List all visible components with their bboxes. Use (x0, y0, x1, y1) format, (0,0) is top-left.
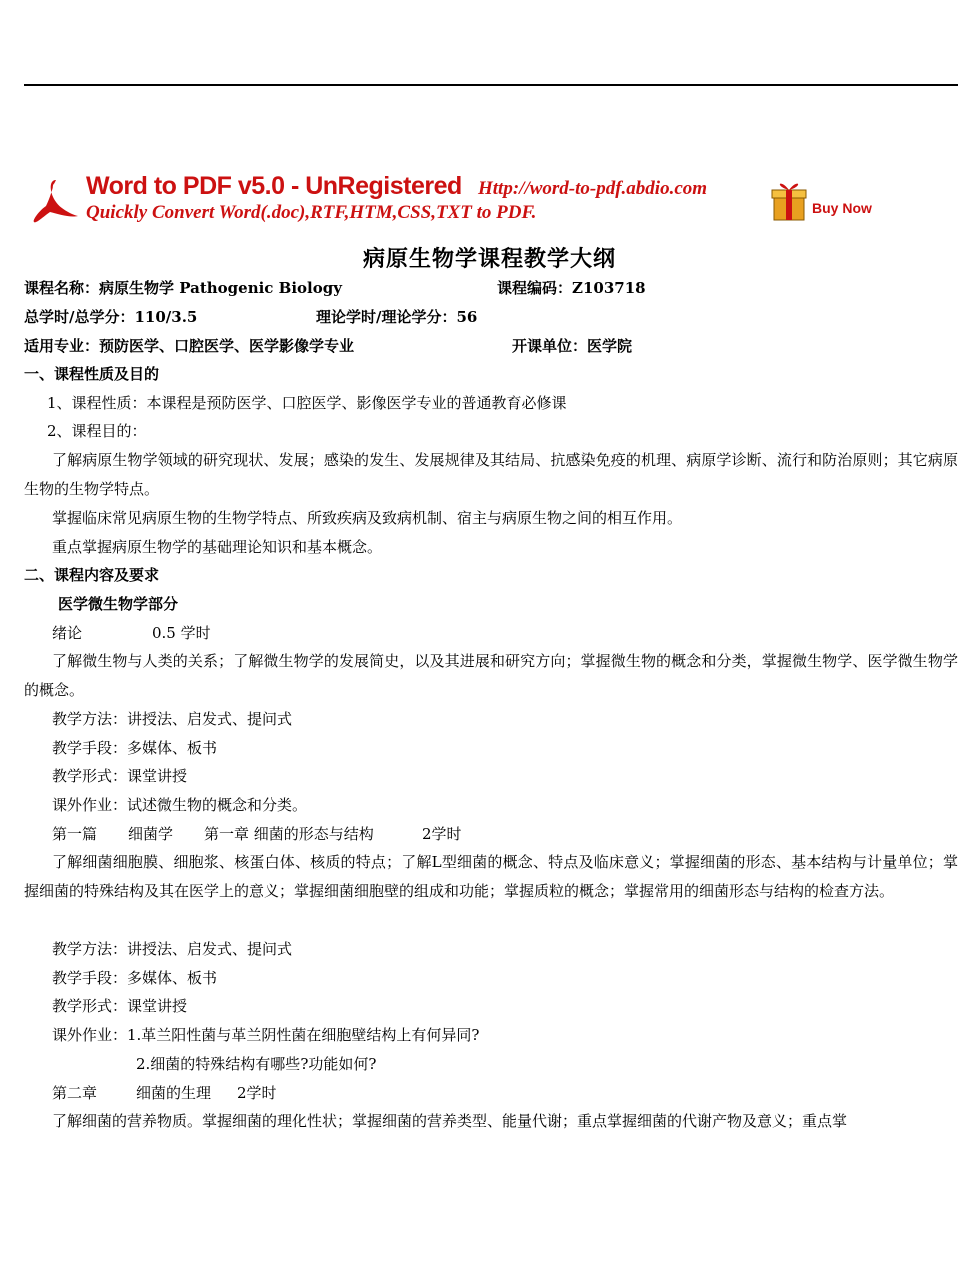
document-title: 病原生物学课程教学大纲 (362, 246, 616, 272)
section-heading: 二、课程内容及要求 (24, 566, 160, 584)
paragraph: 了解细菌细胞膜、细胞浆、核蛋白体、核质的特点；了解L型细菌的概念、特点及临床意义；掌握细菌的形态、基本结构与计量单位；掌握细菌的特殊结构及其在医学上的意义；掌握细菌细胞壁的组成和功能；掌握质粒的概念；掌握常用的细菌形态与结构的检查方法。 (24, 853, 958, 900)
paragraph: 重点掌握病原生物学的基础理论知识和基本概念。 (52, 538, 383, 556)
chapter-title: 绪论 (52, 624, 83, 642)
banner-tagline: Quickly Convert Word(.doc),RTF,HTM,CSS,TXT to PDF. (86, 202, 537, 223)
chapter-hours: 2学时 (422, 825, 462, 843)
part-name: 细菌学 (128, 825, 174, 843)
chapter-hours: 0.5 学时 (152, 624, 211, 642)
chapter-title: 第一章 细菌的形态与结构 (204, 825, 374, 843)
sec1-item: 2、课程目的： (47, 422, 147, 440)
watermark-banner[interactable] (30, 172, 880, 228)
paragraph: 掌握临床常见病原生物的生物学特点、所致疾病及致病机制、宿主与病原生物之间的相互作用。 (52, 509, 683, 527)
chapter-name: 细菌的生理 (136, 1084, 212, 1102)
banner-url-link[interactable]: Http://word-to-pdf.abdio.com (478, 178, 708, 199)
course-name: 课程名称：病原生物学 Pathogenic Biology (24, 279, 342, 297)
teaching-method: 教学方法：讲授法、启发式、提问式 (52, 710, 293, 728)
course-code: 课程编码：Z103718 (497, 279, 646, 297)
gift-box-icon (770, 178, 808, 222)
teaching-form: 教学形式：课堂讲授 (52, 997, 188, 1015)
paragraph: 了解细菌的营养物质。掌握细菌的理化性状；掌握细菌的营养类型、能量代谢；重点掌握细菌的代谢产物及意义；重点掌 (52, 1112, 848, 1130)
teaching-means: 教学手段：多媒体、板书 (52, 739, 218, 757)
offering-unit: 开课单位：医学院 (512, 337, 633, 355)
total-hours: 总学时/总学分：110/3.5 (24, 308, 198, 326)
sec1-item: 1、课程性质：本课程是预防医学、口腔医学、影像医学专业的普通教育必修课 (47, 394, 567, 412)
homework: 2.细菌的特殊结构有哪些?功能如何? (136, 1055, 377, 1073)
homework: 课外作业：1.革兰阳性菌与革兰阴性菌在细胞壁结构上有何异同? (52, 1026, 480, 1044)
homework: 课外作业：试述微生物的概念和分类。 (52, 796, 308, 814)
teaching-form: 教学形式：课堂讲授 (52, 767, 188, 785)
part-title: 第一篇 (52, 825, 98, 843)
acrobat-logo-icon (30, 176, 82, 226)
applicable-majors: 适用专业：预防医学、口腔医学、医学影像学专业 (24, 337, 355, 355)
subsection-heading: 医学微生物学部分 (58, 595, 179, 613)
teaching-method: 教学方法：讲授法、启发式、提问式 (52, 940, 293, 958)
paragraph: 了解病原生物学领域的研究现状、发展；感染的发生、发展规律及其结局、抗感染免疫的机理、病原学诊断、流行和防治原则；其它病原生物的生物学特点。 (24, 451, 958, 498)
paragraph: 了解微生物与人类的关系；了解微生物学的发展简史，以及其进展和研究方向；掌握微生物的概念和分类，掌握微生物学、医学微生物学的概念。 (24, 652, 958, 699)
chapter-hours: 2学时 (237, 1084, 277, 1102)
section-heading: 一、课程性质及目的 (24, 365, 160, 383)
chapter-title: 第二章 (52, 1084, 98, 1102)
theory-hours: 理论学时/理论学分：56 (316, 308, 478, 326)
teaching-means: 教学手段：多媒体、板书 (52, 969, 218, 987)
banner-product: Word to PDF v5.0 - UnRegistered (86, 172, 462, 200)
buy-now-button[interactable]: Buy Now (812, 200, 872, 216)
header-rule (24, 84, 958, 86)
